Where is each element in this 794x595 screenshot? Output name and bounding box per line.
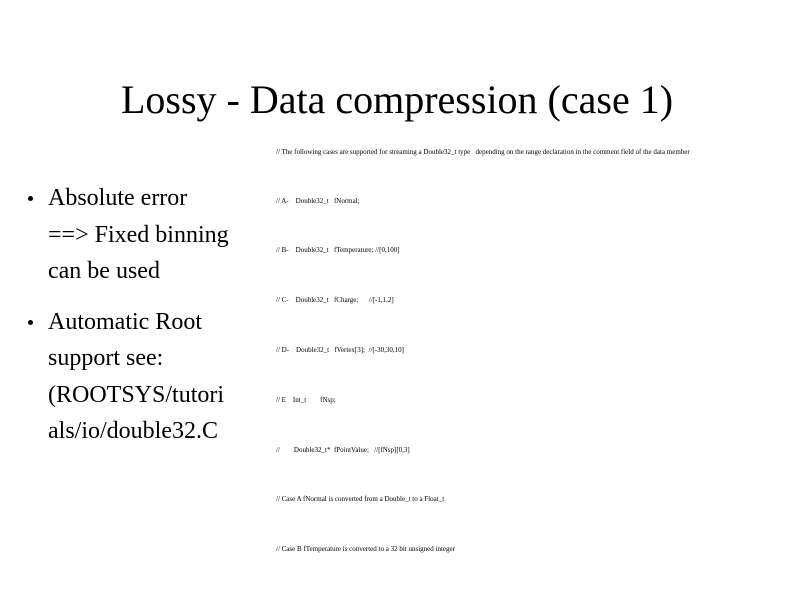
bullet-dot-icon bbox=[28, 196, 33, 201]
code-comment-block bbox=[276, 0, 786, 595]
bullet-line: Absolute error bbox=[48, 185, 188, 211]
bullet-line: (ROOTSYS/tutori bbox=[48, 381, 225, 408]
bullet-dot-icon bbox=[28, 320, 33, 325]
code-note-case-b: // Case B fTemperature is converted to a 32 bit unsigned integer bbox=[276, 545, 455, 553]
code-line-case-e: // E Int_t fNsp; bbox=[276, 396, 336, 404]
bullet-line: can be used bbox=[48, 258, 160, 284]
bullet-line: support see: bbox=[48, 345, 164, 371]
bullet-line: ==> Fixed binning bbox=[48, 221, 229, 248]
code-note-case-a: // Case A fNormal is converted from a Double_t to a Float_t bbox=[276, 495, 445, 503]
code-line-case-a: // A- Double32_t fNormal; bbox=[276, 197, 360, 205]
code-header-comment: // The following cases are supported for streaming a Double32_t type depending on the range declaration in the comment field of the data member bbox=[276, 148, 690, 156]
code-line-case-c: // C- Double32_t fCharge; //[-1,1,2] bbox=[276, 296, 394, 304]
bullet-item-automatic-root bbox=[28, 304, 268, 450]
bullet-line: Automatic Root bbox=[48, 308, 202, 335]
bullet-list bbox=[28, 180, 268, 450]
code-line-case-d: // D- Double32_t fVertex[3]; //[-30,30,10] bbox=[276, 346, 404, 354]
bullet-line: als/io/double32.C bbox=[48, 418, 218, 444]
slide-title: Lossy - Data compression (case 1) bbox=[120, 77, 674, 122]
code-line-case-f: // Double32_t* fPointValue; //[fNsp][0,3] bbox=[276, 446, 410, 454]
bullet-item-absolute-error bbox=[28, 180, 268, 290]
code-line-case-b: // B- Double32_t fTemperature; //[0,100] bbox=[276, 246, 400, 254]
